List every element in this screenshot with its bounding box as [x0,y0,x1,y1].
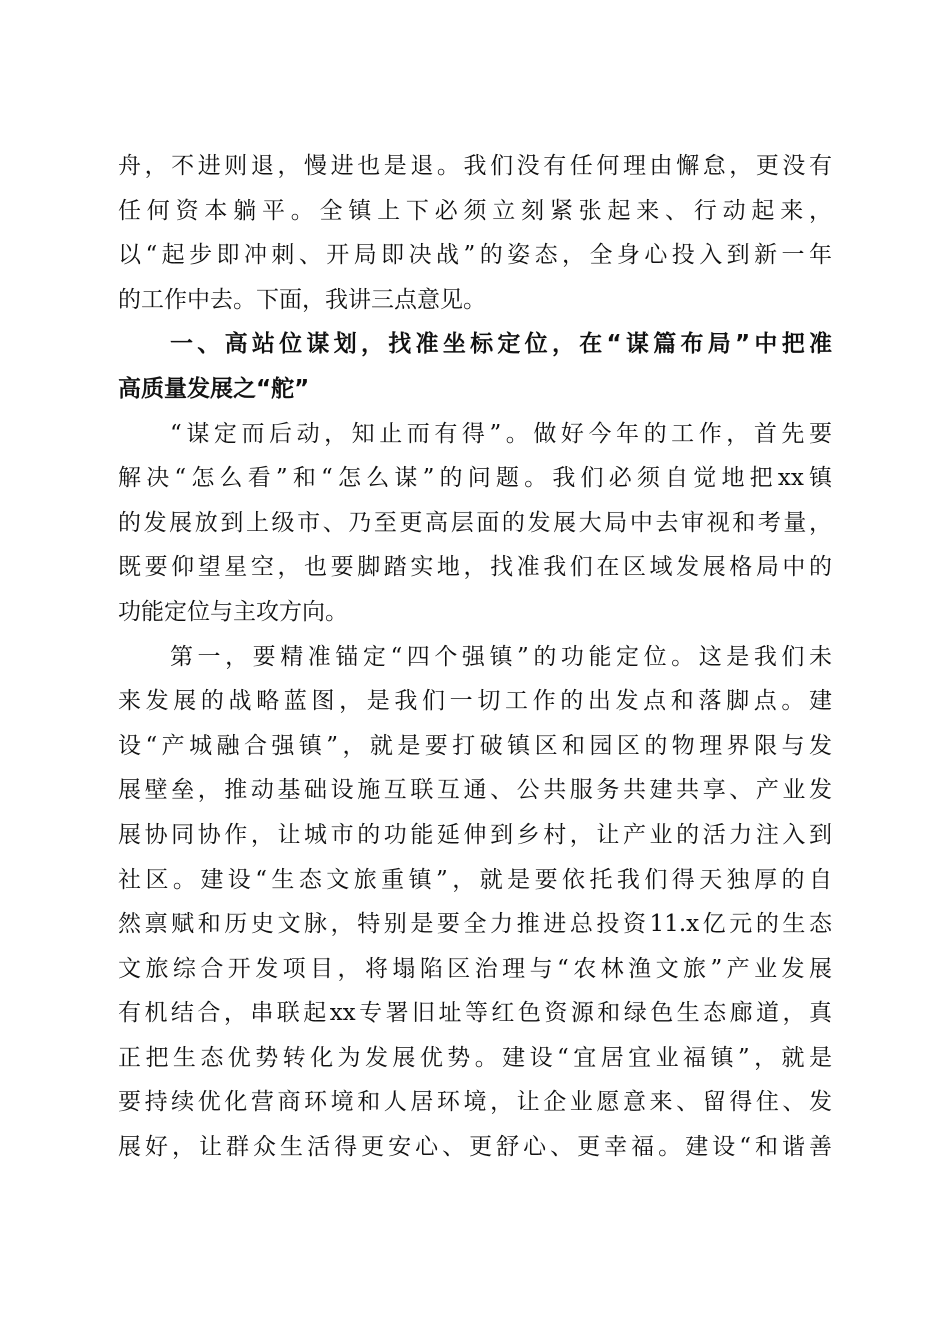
text-line: 功能定位与主攻方向。 [118,598,348,625]
text-line: 社区。建设“生态文旅重镇”，就是要依托我们得天独厚的自 [118,866,832,893]
text-line: 来发展的战略蓝图，是我们一切工作的出发点和落脚点。建 [118,688,832,715]
text-line: 的发展放到上级市、乃至更高层面的发展大局中去审视和考量， [118,509,832,536]
paragraph-strategy [118,412,832,635]
text-line: 正把生态优势转化为发展优势。建设“宜居宜业福镇”，就是 [118,1044,832,1071]
text-line: 有机结合，串联起xx专署旧址等红色资源和绿色生态廊道，真 [118,1000,832,1027]
paragraph-intro [118,144,832,322]
text-line: 的工作中去。下面，我讲三点意见。 [118,286,486,313]
text-line: 展壁垒，推动基础设施互联互通、公共服务共建共享、产业发 [118,777,832,804]
document-body [118,144,832,1170]
text-line: “谋定而后动，知止而有得”。做好今年的工作，首先要 [170,420,832,447]
text-line: 任何资本躺平。全镇上下必须立刻紧张起来、行动起来， [118,197,832,224]
paragraph-four-towns [118,635,832,1170]
text-line: 第一，要精准锚定“四个强镇”的功能定位。这是我们未 [170,643,832,670]
heading-line: 一、高站位谋划，找准坐标定位，在“谋篇布局”中把准 [170,331,832,358]
text-line: 以“起步即冲刺、开局即决战”的姿态，全身心投入到新一年 [118,242,832,269]
text-line: 解决“怎么看”和“怎么谋”的问题。我们必须自觉地把xx镇 [118,465,832,492]
text-line: 展好，让群众生活得更安心、更舒心、更幸福。建设“和谐善 [118,1134,832,1161]
text-line: 设“产城融合强镇”，就是要打破镇区和园区的物理界限与发 [118,732,832,759]
text-line: 要持续优化营商环境和人居环境，让企业愿意来、留得住、发 [118,1089,832,1116]
heading-line: 高质量发展之“舵” [118,375,310,402]
text-line: 舟，不进则退，慢进也是退。我们没有任何理由懈怠，更没有 [118,153,832,179]
text-line: 展协同协作，让城市的功能延伸到乡村，让产业的活力注入到 [118,821,832,848]
text-line: 既要仰望星空，也要脚踏实地，找准我们在区域发展格局中的 [118,554,832,581]
section-heading-1 [118,322,832,411]
text-line: 文旅综合开发项目，将塌陷区治理与“农林渔文旅”产业发展 [118,955,832,982]
text-line: 然禀赋和历史文脉，特别是要全力推进总投资11.x亿元的生态 [118,911,832,938]
